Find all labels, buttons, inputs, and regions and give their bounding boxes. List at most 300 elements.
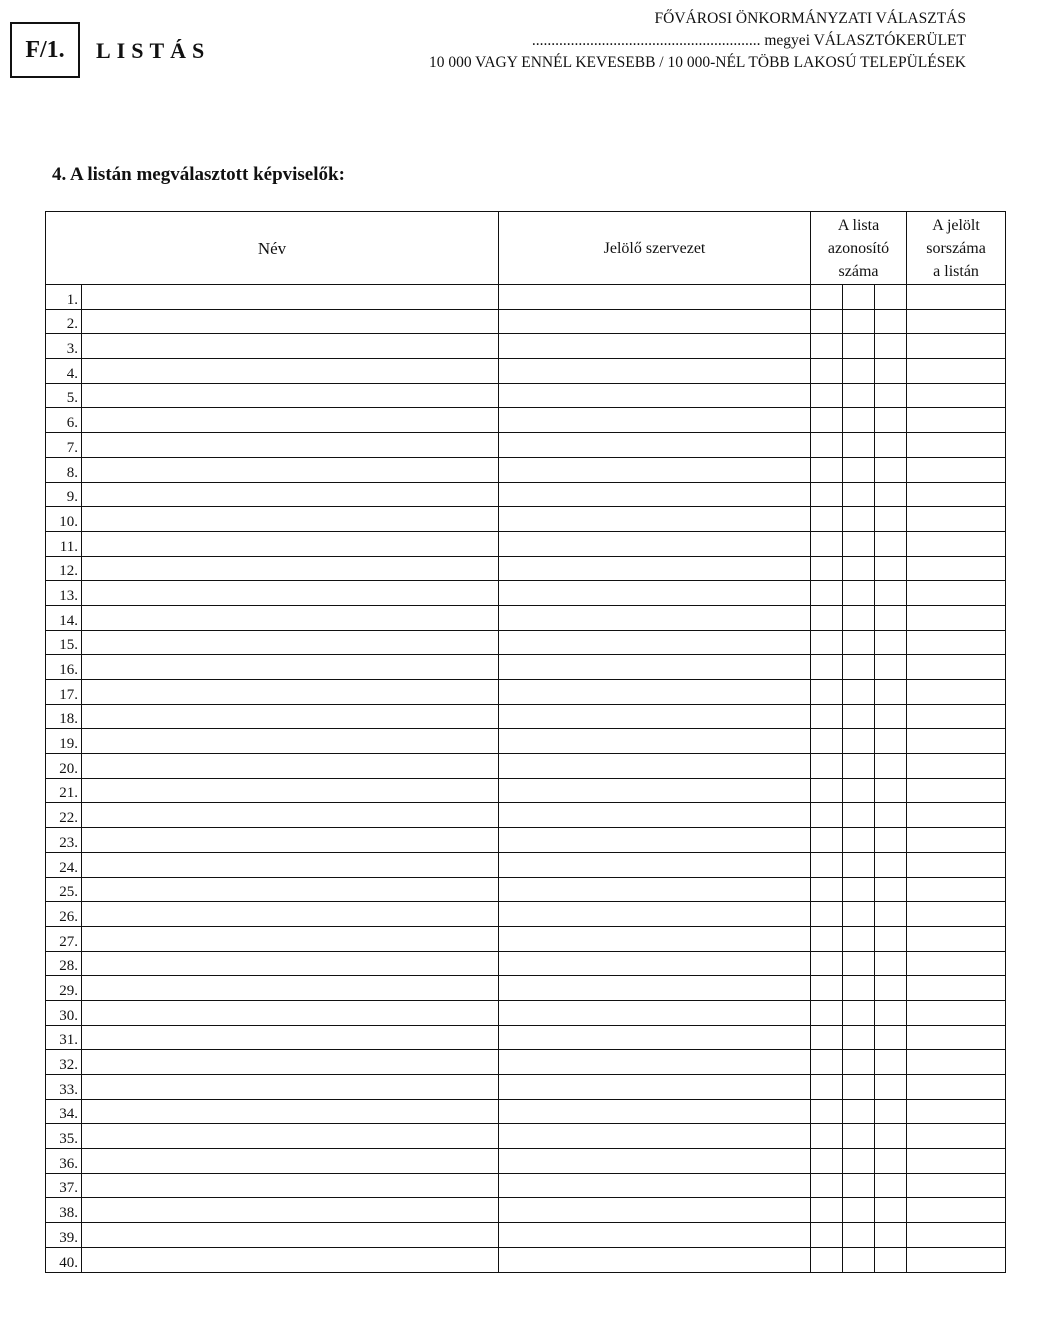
list-id-digit-cell[interactable]: [811, 383, 843, 408]
candidate-number-cell[interactable]: [907, 1198, 1006, 1223]
table-row: [46, 482, 1006, 507]
candidate-number-cell[interactable]: [907, 1124, 1006, 1149]
organization-cell[interactable]: [499, 704, 811, 729]
organization-cell[interactable]: [499, 507, 811, 532]
row-number: 1.: [46, 285, 82, 310]
candidate-number-cell[interactable]: [907, 581, 1006, 606]
list-id-digit-cell[interactable]: [843, 285, 875, 310]
list-id-digit-cell[interactable]: [843, 1124, 875, 1149]
name-cell[interactable]: [82, 1075, 499, 1100]
row-number: 15.: [46, 630, 82, 655]
list-id-digit-cell[interactable]: [875, 976, 907, 1001]
row-number: 32.: [46, 1050, 82, 1075]
candidate-number-cell[interactable]: [907, 1050, 1006, 1075]
table-row: [46, 507, 1006, 532]
list-id-digit-cell[interactable]: [875, 383, 907, 408]
candidate-number-cell[interactable]: [907, 630, 1006, 655]
list-id-digit-cell[interactable]: [843, 531, 875, 556]
list-id-digit-cell[interactable]: [843, 1198, 875, 1223]
list-id-digit-cell[interactable]: [875, 902, 907, 927]
organization-cell[interactable]: [499, 1247, 811, 1272]
list-id-digit-cell[interactable]: [811, 704, 843, 729]
organization-cell[interactable]: [499, 655, 811, 680]
list-id-digit-cell[interactable]: [875, 729, 907, 754]
district-name-field[interactable]: ...........................................................: [531, 32, 761, 49]
list-id-digit-cell[interactable]: [843, 334, 875, 359]
list-id-digit-cell[interactable]: [811, 1050, 843, 1075]
row-number: 29.: [46, 976, 82, 1001]
candidate-number-cell[interactable]: [907, 556, 1006, 581]
table-row: [46, 1075, 1006, 1100]
organization-cell[interactable]: [499, 630, 811, 655]
row-number: 28.: [46, 951, 82, 976]
name-cell[interactable]: [82, 852, 499, 877]
list-id-digit-cell[interactable]: [875, 852, 907, 877]
candidate-number-cell[interactable]: [907, 680, 1006, 705]
table-row: [46, 877, 1006, 902]
organization-cell[interactable]: [499, 778, 811, 803]
table-row: [46, 1099, 1006, 1124]
list-id-digit-cell[interactable]: [875, 754, 907, 779]
list-id-digit-cell[interactable]: [811, 976, 843, 1001]
table-row: [46, 457, 1006, 482]
row-number: 14.: [46, 605, 82, 630]
candidate-number-cell[interactable]: [907, 926, 1006, 951]
organization-cell[interactable]: [499, 1173, 811, 1198]
candidate-number-cell[interactable]: [907, 828, 1006, 853]
row-number: 9.: [46, 482, 82, 507]
organization-cell[interactable]: [499, 852, 811, 877]
candidate-number-cell[interactable]: [907, 359, 1006, 384]
name-cell[interactable]: [82, 531, 499, 556]
name-cell[interactable]: [82, 655, 499, 680]
list-id-digit-cell[interactable]: [811, 803, 843, 828]
name-cell[interactable]: [82, 334, 499, 359]
list-id-digit-cell[interactable]: [811, 433, 843, 458]
list-id-digit-cell[interactable]: [843, 1223, 875, 1248]
candidate-number-cell[interactable]: [907, 1000, 1006, 1025]
organization-cell[interactable]: [499, 1223, 811, 1248]
list-id-digit-cell[interactable]: [843, 655, 875, 680]
list-id-digit-cell[interactable]: [875, 556, 907, 581]
list-id-digit-cell[interactable]: [843, 704, 875, 729]
table-row: [46, 334, 1006, 359]
row-number: 31.: [46, 1025, 82, 1050]
list-id-digit-cell[interactable]: [875, 1025, 907, 1050]
list-id-digit-cell[interactable]: [843, 803, 875, 828]
list-id-digit-cell[interactable]: [843, 1050, 875, 1075]
name-cell[interactable]: [82, 1149, 499, 1174]
organization-cell[interactable]: [499, 531, 811, 556]
list-id-digit-cell[interactable]: [843, 828, 875, 853]
candidate-number-cell[interactable]: [907, 383, 1006, 408]
table-row: [46, 926, 1006, 951]
list-id-digit-cell[interactable]: [875, 1223, 907, 1248]
name-cell[interactable]: [82, 309, 499, 334]
list-id-digit-cell[interactable]: [875, 704, 907, 729]
table-row: [46, 1173, 1006, 1198]
organization-cell[interactable]: [499, 605, 811, 630]
organization-cell[interactable]: [499, 877, 811, 902]
organization-cell[interactable]: [499, 828, 811, 853]
candidate-number-cell[interactable]: [907, 309, 1006, 334]
list-id-digit-cell[interactable]: [811, 457, 843, 482]
list-id-digit-cell[interactable]: [811, 1173, 843, 1198]
list-id-digit-cell[interactable]: [811, 605, 843, 630]
list-id-digit-cell[interactable]: [875, 605, 907, 630]
list-id-digit-cell[interactable]: [811, 1149, 843, 1174]
table-row: [46, 581, 1006, 606]
name-cell[interactable]: [82, 605, 499, 630]
name-cell[interactable]: [82, 1050, 499, 1075]
list-id-digit-cell[interactable]: [843, 852, 875, 877]
list-id-digit-cell[interactable]: [811, 951, 843, 976]
organization-cell[interactable]: [499, 285, 811, 310]
list-id-digit-cell[interactable]: [875, 433, 907, 458]
list-id-digit-cell[interactable]: [875, 482, 907, 507]
document-header: [429, 8, 966, 74]
district-label: megyei VÁLASZTÓKERÜLET: [764, 32, 966, 49]
organization-cell[interactable]: [499, 1075, 811, 1100]
name-cell[interactable]: [82, 976, 499, 1001]
list-id-digit-cell[interactable]: [811, 828, 843, 853]
row-number: 39.: [46, 1223, 82, 1248]
table-row: [46, 285, 1006, 310]
row-number: 3.: [46, 334, 82, 359]
list-id-digit-cell[interactable]: [843, 630, 875, 655]
list-id-digit-cell[interactable]: [811, 630, 843, 655]
list-id-digit-cell[interactable]: [843, 976, 875, 1001]
list-id-digit-cell[interactable]: [811, 581, 843, 606]
list-id-digit-cell[interactable]: [811, 680, 843, 705]
name-cell[interactable]: [82, 803, 499, 828]
list-id-digit-cell[interactable]: [843, 1173, 875, 1198]
table-row: [46, 680, 1006, 705]
organization-cell[interactable]: [499, 408, 811, 433]
organization-cell[interactable]: [499, 556, 811, 581]
row-number: 13.: [46, 581, 82, 606]
form-type-title: LISTÁS: [96, 38, 211, 63]
list-id-digit-cell[interactable]: [875, 926, 907, 951]
table-row: [46, 433, 1006, 458]
table-row: [46, 976, 1006, 1001]
settlement-line: 10 000 VAGY ENNÉL KEVESEBB / 10 000-NÉL TÖBB LAKOSÚ TELEPÜLÉSEK: [428, 54, 966, 71]
list-id-digit-cell[interactable]: [843, 951, 875, 976]
organization-cell[interactable]: [499, 1124, 811, 1149]
table-row: [46, 531, 1006, 556]
name-cell[interactable]: [82, 1099, 499, 1124]
name-cell[interactable]: [82, 704, 499, 729]
table-row: [46, 383, 1006, 408]
list-id-digit-cell[interactable]: [843, 1000, 875, 1025]
organization-cell[interactable]: [499, 383, 811, 408]
candidate-number-cell[interactable]: [907, 729, 1006, 754]
name-cell[interactable]: [82, 877, 499, 902]
list-id-digit-cell[interactable]: [811, 1000, 843, 1025]
name-cell[interactable]: [82, 828, 499, 853]
row-number: 35.: [46, 1124, 82, 1149]
list-id-digit-cell[interactable]: [843, 408, 875, 433]
list-id-digit-cell[interactable]: [811, 926, 843, 951]
organization-cell[interactable]: [499, 729, 811, 754]
list-id-digit-cell[interactable]: [811, 1025, 843, 1050]
name-cell[interactable]: [82, 556, 499, 581]
candidate-number-cell[interactable]: [907, 457, 1006, 482]
organization-cell[interactable]: [499, 1149, 811, 1174]
name-cell[interactable]: [82, 1247, 499, 1272]
list-id-digit-cell[interactable]: [843, 507, 875, 532]
list-id-digit-cell[interactable]: [811, 1124, 843, 1149]
list-id-digit-cell[interactable]: [811, 729, 843, 754]
table-row: [46, 828, 1006, 853]
list-id-digit-cell[interactable]: [843, 309, 875, 334]
list-id-digit-cell[interactable]: [875, 803, 907, 828]
list-id-digit-cell[interactable]: [843, 581, 875, 606]
list-id-digit-cell[interactable]: [811, 507, 843, 532]
list-id-digit-cell[interactable]: [843, 1075, 875, 1100]
list-id-digit-cell[interactable]: [875, 1124, 907, 1149]
candidate-number-cell[interactable]: [907, 655, 1006, 680]
name-cell[interactable]: [82, 1025, 499, 1050]
list-id-digit-cell[interactable]: [875, 951, 907, 976]
list-id-digit-cell[interactable]: [811, 309, 843, 334]
organization-cell[interactable]: [499, 433, 811, 458]
candidate-number-cell[interactable]: [907, 334, 1006, 359]
list-id-digit-cell[interactable]: [811, 655, 843, 680]
list-id-digit-cell[interactable]: [843, 482, 875, 507]
list-id-digit-cell[interactable]: [875, 778, 907, 803]
name-cell[interactable]: [82, 433, 499, 458]
candidate-number-cell[interactable]: [907, 1149, 1006, 1174]
organization-cell[interactable]: [499, 1000, 811, 1025]
row-number: 18.: [46, 704, 82, 729]
list-id-digit-cell[interactable]: [843, 754, 875, 779]
list-id-digit-cell[interactable]: [811, 531, 843, 556]
list-id-digit-cell[interactable]: [811, 408, 843, 433]
list-id-digit-cell[interactable]: [811, 285, 843, 310]
organization-cell[interactable]: [499, 902, 811, 927]
list-id-digit-cell[interactable]: [843, 778, 875, 803]
name-cell[interactable]: [82, 581, 499, 606]
list-id-digit-cell[interactable]: [843, 1149, 875, 1174]
list-id-digit-cell[interactable]: [843, 359, 875, 384]
list-id-digit-cell[interactable]: [811, 359, 843, 384]
list-id-digit-cell[interactable]: [843, 457, 875, 482]
list-id-digit-cell[interactable]: [875, 1247, 907, 1272]
candidate-number-cell[interactable]: [907, 1099, 1006, 1124]
list-id-digit-cell[interactable]: [843, 1099, 875, 1124]
candidate-number-cell[interactable]: [907, 951, 1006, 976]
name-cell[interactable]: [82, 285, 499, 310]
list-id-digit-cell[interactable]: [811, 1075, 843, 1100]
table-row: [46, 704, 1006, 729]
table-row: [46, 1223, 1006, 1248]
organization-cell[interactable]: [499, 1050, 811, 1075]
candidate-number-cell[interactable]: [907, 1247, 1006, 1272]
list-id-digit-cell[interactable]: [875, 1000, 907, 1025]
name-cell[interactable]: [82, 754, 499, 779]
name-cell[interactable]: [82, 778, 499, 803]
organization-cell[interactable]: [499, 803, 811, 828]
list-id-digit-cell[interactable]: [875, 359, 907, 384]
row-number: 16.: [46, 655, 82, 680]
table-row: [46, 803, 1006, 828]
list-id-digit-cell[interactable]: [843, 680, 875, 705]
list-id-digit-cell[interactable]: [811, 877, 843, 902]
list-id-digit-cell[interactable]: [843, 433, 875, 458]
representatives-table: [45, 211, 1006, 1273]
organization-cell[interactable]: [499, 926, 811, 951]
candidate-number-cell[interactable]: [907, 507, 1006, 532]
table-row: [46, 309, 1006, 334]
organization-cell[interactable]: [499, 680, 811, 705]
name-cell[interactable]: [82, 1000, 499, 1025]
list-id-digit-cell[interactable]: [811, 556, 843, 581]
candidate-number-cell[interactable]: [907, 1025, 1006, 1050]
list-id-digit-cell[interactable]: [875, 581, 907, 606]
organization-cell[interactable]: [499, 359, 811, 384]
list-id-digit-cell[interactable]: [811, 1223, 843, 1248]
list-id-digit-cell[interactable]: [843, 926, 875, 951]
list-id-digit-cell[interactable]: [875, 1173, 907, 1198]
list-id-digit-cell[interactable]: [875, 285, 907, 310]
name-cell[interactable]: [82, 383, 499, 408]
list-id-digit-cell[interactable]: [811, 1198, 843, 1223]
table-header-row: [46, 212, 1006, 285]
name-cell[interactable]: [82, 408, 499, 433]
list-id-digit-cell[interactable]: [875, 630, 907, 655]
organization-cell[interactable]: [499, 482, 811, 507]
organization-cell[interactable]: [499, 309, 811, 334]
organization-cell[interactable]: [499, 334, 811, 359]
name-cell[interactable]: [82, 1124, 499, 1149]
candidate-number-cell[interactable]: [907, 482, 1006, 507]
list-id-digit-cell[interactable]: [875, 877, 907, 902]
table-row: [46, 556, 1006, 581]
list-id-digit-cell[interactable]: [811, 1099, 843, 1124]
list-id-digit-cell[interactable]: [843, 556, 875, 581]
name-cell[interactable]: [82, 1198, 499, 1223]
list-id-digit-cell[interactable]: [875, 309, 907, 334]
row-number: 22.: [46, 803, 82, 828]
list-id-digit-cell[interactable]: [875, 457, 907, 482]
list-id-digit-cell[interactable]: [843, 877, 875, 902]
list-id-digit-cell[interactable]: [875, 655, 907, 680]
candidate-number-cell[interactable]: [907, 1075, 1006, 1100]
list-id-digit-cell[interactable]: [811, 1247, 843, 1272]
list-id-digit-cell[interactable]: [875, 680, 907, 705]
list-id-digit-cell[interactable]: [875, 1075, 907, 1100]
candidate-number-cell[interactable]: [907, 285, 1006, 310]
list-id-digit-cell[interactable]: [843, 729, 875, 754]
name-cell[interactable]: [82, 926, 499, 951]
organization-cell[interactable]: [499, 951, 811, 976]
name-cell[interactable]: [82, 1173, 499, 1198]
organization-cell[interactable]: [499, 457, 811, 482]
list-id-digit-cell[interactable]: [811, 482, 843, 507]
table-row: [46, 408, 1006, 433]
name-cell[interactable]: [82, 507, 499, 532]
candidate-number-cell[interactable]: [907, 531, 1006, 556]
organization-cell[interactable]: [499, 1099, 811, 1124]
list-id-digit-cell[interactable]: [843, 902, 875, 927]
list-id-digit-cell[interactable]: [843, 1025, 875, 1050]
list-id-digit-cell[interactable]: [875, 1050, 907, 1075]
candidate-number-cell[interactable]: [907, 902, 1006, 927]
list-id-digit-cell[interactable]: [875, 408, 907, 433]
row-number: 38.: [46, 1198, 82, 1223]
name-cell[interactable]: [82, 482, 499, 507]
candidate-number-cell[interactable]: [907, 778, 1006, 803]
name-cell[interactable]: [82, 902, 499, 927]
organization-cell[interactable]: [499, 976, 811, 1001]
list-id-digit-cell[interactable]: [811, 754, 843, 779]
list-id-digit-cell[interactable]: [811, 334, 843, 359]
organization-cell[interactable]: [499, 581, 811, 606]
candidate-number-cell[interactable]: [907, 1223, 1006, 1248]
name-cell[interactable]: [82, 680, 499, 705]
organization-cell[interactable]: [499, 1025, 811, 1050]
row-number: 8.: [46, 457, 82, 482]
list-id-digit-cell[interactable]: [875, 507, 907, 532]
candidate-number-cell[interactable]: [907, 877, 1006, 902]
list-id-digit-cell[interactable]: [811, 902, 843, 927]
candidate-number-cell[interactable]: [907, 704, 1006, 729]
candidate-number-cell[interactable]: [907, 852, 1006, 877]
name-cell[interactable]: [82, 630, 499, 655]
candidate-number-cell[interactable]: [907, 605, 1006, 630]
candidate-number-cell[interactable]: [907, 408, 1006, 433]
list-id-digit-cell[interactable]: [843, 605, 875, 630]
list-id-digit-cell[interactable]: [843, 1247, 875, 1272]
column-header-organization: Jelölő szervezet: [499, 212, 811, 285]
row-number: 12.: [46, 556, 82, 581]
list-id-digit-cell[interactable]: [811, 852, 843, 877]
candidate-number-cell[interactable]: [907, 976, 1006, 1001]
list-id-digit-cell[interactable]: [843, 383, 875, 408]
organization-cell[interactable]: [499, 1198, 811, 1223]
candidate-number-cell[interactable]: [907, 803, 1006, 828]
name-cell[interactable]: [82, 1223, 499, 1248]
candidate-number-cell[interactable]: [907, 1173, 1006, 1198]
list-id-digit-cell[interactable]: [875, 1198, 907, 1223]
list-id-digit-cell[interactable]: [875, 828, 907, 853]
table-row: [46, 778, 1006, 803]
name-cell[interactable]: [82, 359, 499, 384]
list-id-digit-cell[interactable]: [875, 1099, 907, 1124]
row-number: 30.: [46, 1000, 82, 1025]
name-cell[interactable]: [82, 729, 499, 754]
row-number: 19.: [46, 729, 82, 754]
list-id-digit-cell[interactable]: [875, 531, 907, 556]
candidate-number-cell[interactable]: [907, 433, 1006, 458]
row-number: 10.: [46, 507, 82, 532]
name-cell[interactable]: [82, 457, 499, 482]
name-cell[interactable]: [82, 951, 499, 976]
candidate-number-cell[interactable]: [907, 754, 1006, 779]
organization-cell[interactable]: [499, 754, 811, 779]
list-id-digit-cell[interactable]: [811, 778, 843, 803]
row-number: 11.: [46, 531, 82, 556]
list-id-digit-cell[interactable]: [875, 1149, 907, 1174]
row-number: 21.: [46, 778, 82, 803]
table-row: [46, 605, 1006, 630]
row-number: 37.: [46, 1173, 82, 1198]
row-number: 2.: [46, 309, 82, 334]
table-row: [46, 1124, 1006, 1149]
row-number: 6.: [46, 408, 82, 433]
list-id-digit-cell[interactable]: [875, 334, 907, 359]
